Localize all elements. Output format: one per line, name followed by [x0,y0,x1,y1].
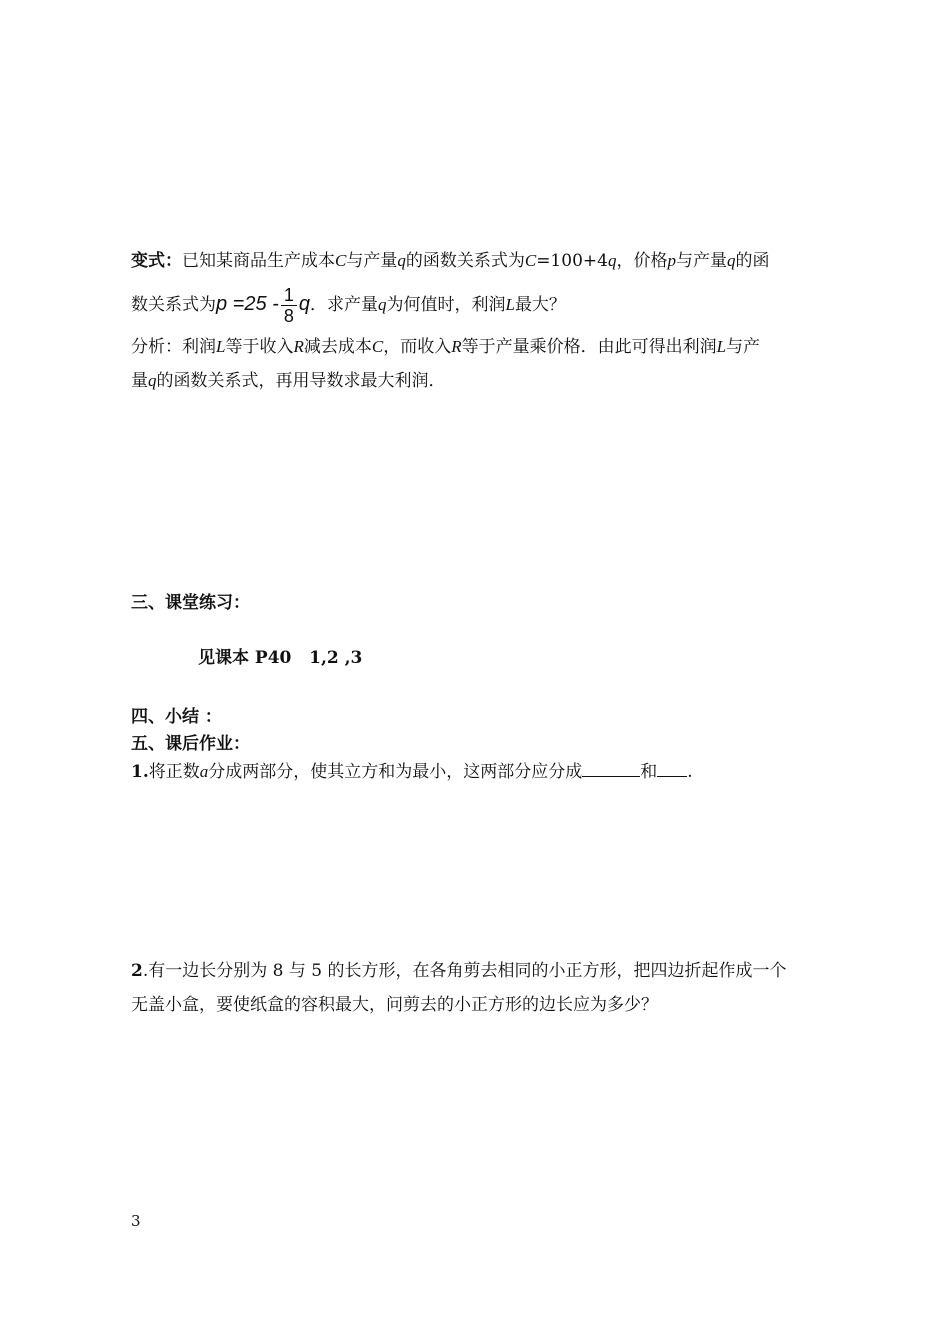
homework-1: 1.将正数a分成两部分，使其立方和为最小，这两部分应分成 和 . [131,755,851,789]
section-3-item: 见课本 P40 1,2 ,3 [198,648,363,668]
section-3-title: 三、课堂练习： [131,593,250,613]
variant-paragraph: 变式：已知某商品生产成本C与产量q的函数关系式为C=100+4q，价格p与产量q的函 [131,251,770,271]
variant-paragraph-line2: 数关系式为p =25 - $\frac{1}{8}$ q．求产量q为何值时，利润L最大？ [131,285,566,326]
page-number: 3 [131,1212,141,1230]
formula: p =25 - [216,293,279,315]
section-5-title: 五、课后作业： [131,734,250,754]
answer-blank-2[interactable] [657,758,687,777]
homework-2: 2.有一边长分别为 8 与 5 的长方形，在各角剪去相同的小正方形，把四边折起作成一个 无盖小盒，要使纸盒的容积最大，问剪去的小正方形的边长应为多少？ [131,961,787,1015]
answer-blank-1[interactable] [582,758,640,777]
analysis-paragraph: 分析：利润L等于收入R减去成本C，而收入R等于产量乘价格．由此可得出利润L与产 量q的函数关系式，再用导数求最大利润． [131,337,761,391]
section-4-title: 四、小结 ： [131,707,222,727]
variant-label: 变式： [131,251,182,271]
fraction-one-eighth: $\frac{1}{8}$ [281,285,297,326]
